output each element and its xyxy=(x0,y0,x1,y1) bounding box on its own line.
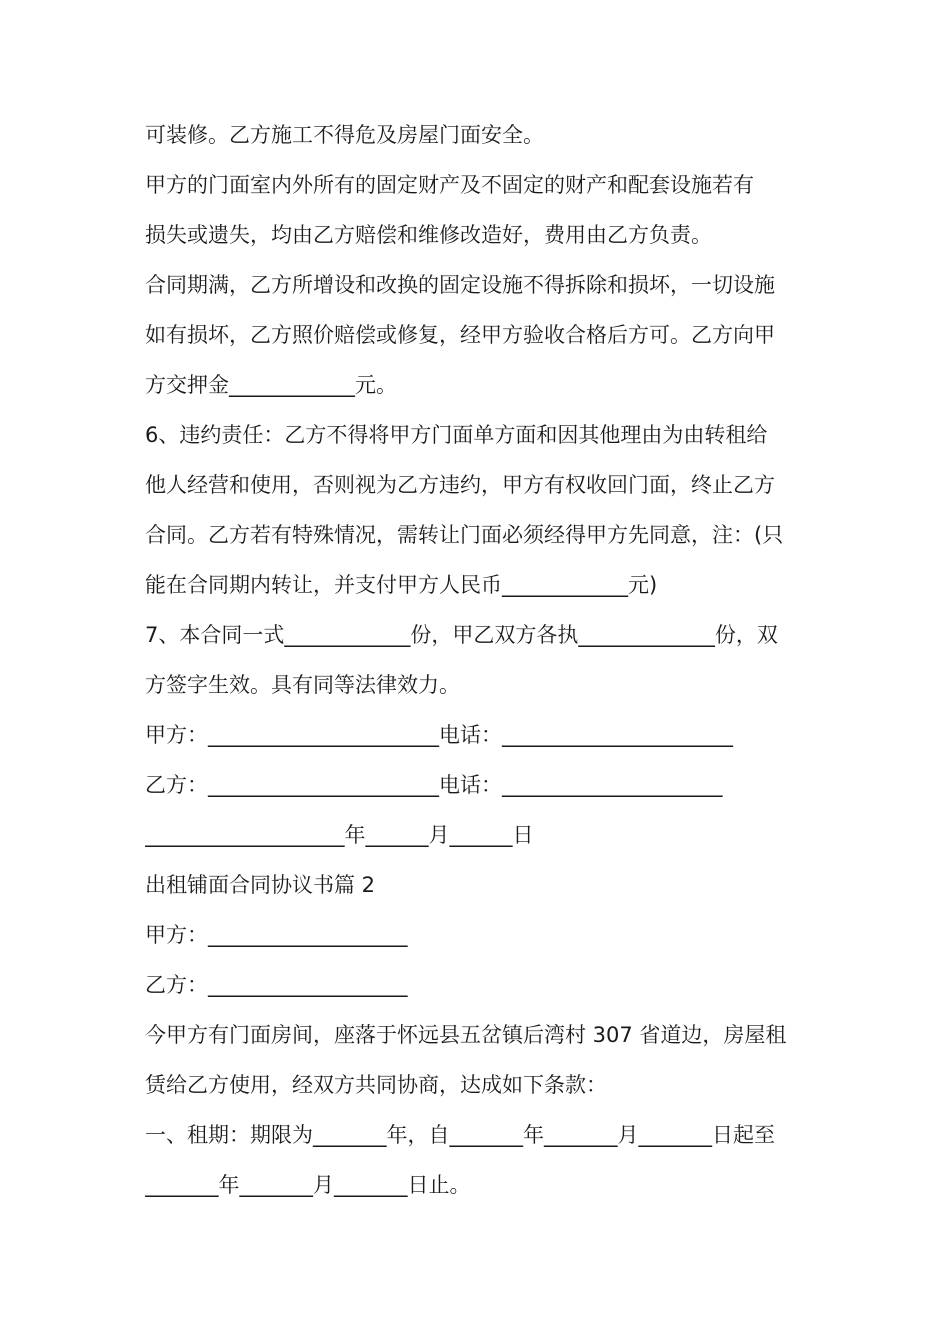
clause-6-line-1: 6、违约责任：乙方不得将甲方门面单方面和因其他理由为由转租给 xyxy=(145,423,768,447)
text-line-1: 可装修。乙方施工不得危及房屋门面安全。 xyxy=(145,123,544,147)
party-a-signature-line: 甲方：______________________电话：______________________ xyxy=(145,723,733,747)
party-b-signature-line: 乙方：______________________电话：_____________________ xyxy=(145,773,723,797)
party-b-line: 乙方：___________________ xyxy=(145,973,408,997)
text-line-5: 如有损坏，乙方照价赔偿或修复，经甲方验收合格后方可。乙方向甲 xyxy=(145,323,775,347)
text-line-6: 方交押金____________元。 xyxy=(145,373,397,397)
clause-6-line-2: 他人经营和使用，否则视为乙方违约，甲方有权收回门面，终止乙方 xyxy=(145,473,775,497)
intro-line-1: 今甲方有门面房间，座落于怀远县五岔镇后湾村 307 省道边，房屋租 xyxy=(145,1023,787,1047)
date-line: ___________________年______月______日 xyxy=(145,823,534,847)
clause-6-line-4: 能在合同期内转让，并支付甲方人民币____________元) xyxy=(145,573,658,597)
text-line-4: 合同期满，乙方所增设和改换的固定设施不得拆除和损坏，一切设施 xyxy=(145,273,775,297)
lease-term-line-2: _______年_______月_______日止。 xyxy=(145,1173,471,1197)
text-line-2: 甲方的门面室内外所有的固定财产及不固定的财产和配套设施若有 xyxy=(145,173,754,197)
intro-line-2: 赁给乙方使用，经双方共同协商，达成如下条款： xyxy=(145,1073,607,1097)
lease-term-line-1: 一、租期：期限为_______年，自_______年_______月_______日起至 xyxy=(145,1123,775,1147)
clause-7-line-2: 方签字生效。具有同等法律效力。 xyxy=(145,673,460,697)
text-line-3: 损失或遗失，均由乙方赔偿和维修改造好，费用由乙方负责。 xyxy=(145,223,712,247)
party-a-line: 甲方：___________________ xyxy=(145,923,408,947)
section-title: 出租铺面合同协议书篇 2 xyxy=(145,873,376,897)
clause-7-line-1: 7、本合同一式____________份，甲乙双方各执_____________份，双 xyxy=(145,623,778,647)
clause-6-line-3: 合同。乙方若有特殊情况，需转让门面必须经得甲方先同意，注：(只 xyxy=(145,523,784,547)
